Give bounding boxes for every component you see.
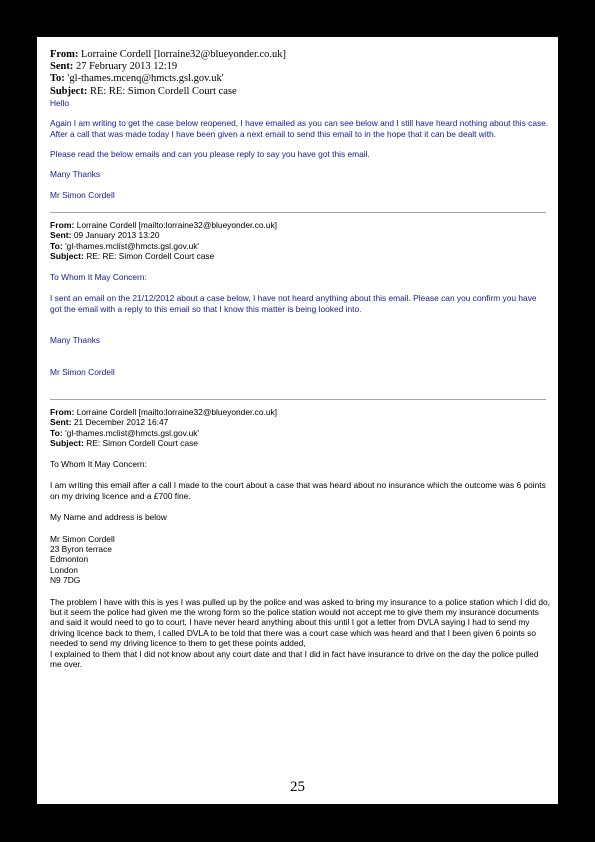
greeting: To Whom It May Concern: — [50, 272, 147, 283]
from-value: Lorraine Cordell [mailto:lorraine32@blueyonder.co.uk] — [76, 407, 277, 418]
email3-header — [50, 407, 550, 448]
to-value: 'gl-thames.mcenq@hmcts.gsl.gov.uk' — [67, 73, 224, 85]
email1-header — [50, 49, 550, 98]
subject-label: Subject: — [50, 85, 88, 97]
sent-label: Sent: — [50, 230, 72, 241]
postal-address — [50, 534, 550, 586]
email2-body — [50, 272, 550, 377]
body-paragraph: My Name and address is below — [50, 512, 167, 523]
body-paragraph: The problem I have with this is yes I was pulled up by the police and was asked to bring my insurance to a police station which I did do, but it seem the police had given me the wrong form so the police station would not accept me to give them my insurance documents and said it would need to go to court, I have never heard anything about this until I got a letter from DVLA saying I had to send my driving licence back to them, I called DVLA to be told that there was a court case which was heard and that I been given 6 points so needed to send my driving licence to them to get these points added, — [50, 596, 550, 649]
email2-header — [50, 220, 550, 261]
address-line: London — [50, 564, 78, 575]
subject-label: Subject: — [50, 250, 84, 261]
email-thread — [50, 49, 550, 669]
separator — [50, 399, 546, 400]
body-paragraph: Please read the below emails and can you please reply to say you have got this email. — [50, 149, 370, 160]
body-paragraph: I am writing this email after a call I made to the court about a case that was heard about no insurance which the outcome was 6 points on my driving licence and a £700 fine. — [50, 480, 546, 501]
email1-body — [50, 98, 550, 200]
subject-value: RE: Simon Cordell Court case — [86, 437, 198, 448]
address-line: 23 Byron terrace — [50, 543, 112, 554]
subject-value: RE: RE: Simon Cordell Court case — [86, 250, 215, 261]
closing: Many Thanks — [50, 335, 101, 346]
to-label: To: — [50, 427, 63, 438]
to-label: To: — [50, 73, 65, 85]
sent-value: 21 December 2012 16:47 — [73, 417, 169, 428]
address-line: Edmonton — [50, 554, 89, 565]
from-label: From: — [50, 407, 75, 418]
to-value: 'gl-thames.mclist@hmcts.gsl.gov.uk' — [65, 240, 200, 251]
to-label: To: — [50, 240, 63, 251]
sent-label: Sent: — [50, 61, 74, 73]
document-page — [37, 37, 558, 804]
body-paragraph: I sent an email on the 21/12/2012 about a case below, I have not heard anything about this email. Please can you confirm you have got the email with a reply to this email so that I know this matter is being looked into. — [50, 293, 537, 314]
greeting: Hello — [50, 97, 70, 108]
from-value: Lorraine Cordell [mailto:lorraine32@blueyonder.co.uk] — [76, 220, 277, 231]
email3-body — [50, 459, 550, 670]
greeting: To Whom It May Concern: — [50, 458, 147, 469]
signature: Mr Simon Cordell — [50, 189, 115, 200]
from-label: From: — [50, 220, 75, 231]
from-value: Lorraine Cordell [lorraine32@blueyonder.co.uk] — [81, 49, 287, 60]
subject-value: RE: RE: Simon Cordell Court case — [89, 85, 237, 97]
page-number: 25 — [290, 779, 305, 795]
subject-label: Subject: — [50, 437, 84, 448]
address-line: N9 7DG — [50, 575, 81, 586]
from-label: From: — [50, 49, 79, 60]
body-paragraph: I explained to them that I did not know about any court date and that I did in fact have insurance to drive on the day the police pulled me over. — [50, 648, 539, 669]
address-line: Mr Simon Cordell — [50, 533, 115, 544]
to-value: 'gl-thames.mclist@hmcts.gsl.gov.uk' — [65, 427, 200, 438]
sent-value: 27 February 2013 12:19 — [75, 61, 178, 73]
signature: Mr Simon Cordell — [50, 366, 115, 377]
closing: Many Thanks — [50, 169, 101, 180]
sent-label: Sent: — [50, 417, 72, 428]
body-paragraph: Again I am writing to get the case below reopened, I have emailed as you can see below and I still have heard nothing about this case. After a call that was made today I have been given a next email to send this email to in the hope that it can be dealt with. — [50, 118, 549, 139]
separator — [50, 212, 546, 213]
sent-value: 09 January 2013 13:20 — [73, 230, 160, 241]
